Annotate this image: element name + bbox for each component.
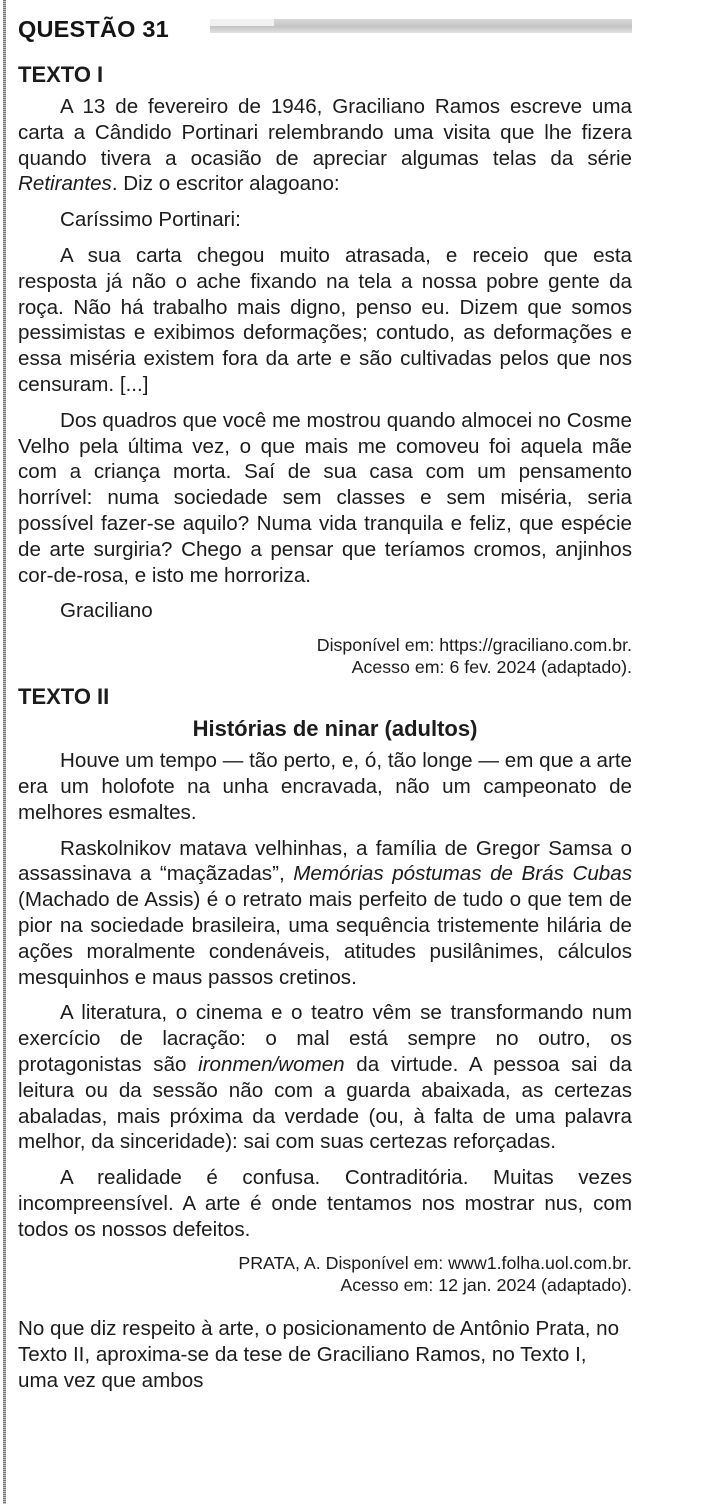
texto1-signature: Graciliano xyxy=(60,599,153,623)
texto2-label: TEXTO II xyxy=(18,684,110,710)
texto1-label: TEXTO I xyxy=(18,62,104,87)
question-content xyxy=(18,62,632,1394)
texto2-paragraph1: Houve um tempo — tão perto, e, ó, tão longe — em que a arte era um holofote na unha encravada, não um campeonato de melhores esmaltes. xyxy=(18,749,632,824)
texto2-paragraph2-italic: Memórias póstumas de Brás Cubas xyxy=(293,862,632,886)
texto1-source-line1: Disponível em: https://graciliano.com.br. xyxy=(316,635,632,656)
question-stem: No que diz respeito à arte, o posicionamento de Antônio Prata, no Texto II, aproxima-se da tese de Graciliano Ramos, no Texto I, uma vez que ambos xyxy=(18,1317,620,1393)
texto1-paragraph1: A sua carta chegou muito atrasada, e receio que esta resposta já não o ache fixando na tela a nossa pobre gente da roça. Não há trabalho mais digno, penso eu. Dizem que somos pessimistas e exibimos deformações; contudo, as deformações e essa miséria existem fora da arte e são cultivadas pelos que nos censuram. [...] xyxy=(18,243,632,396)
question-title: QUESTÃO 31 xyxy=(18,16,169,42)
texto1-salutation: Caríssimo Portinari: xyxy=(60,208,241,232)
texto2-paragraph3-italic: ironmen/women xyxy=(198,1052,345,1076)
texto1-intro-italic: Retirantes xyxy=(18,172,112,196)
texto2-paragraph2: Raskolnikov matava velhinhas, a família de Gregor Samsa o assassinava a “maçãzadas”, Memórias póstumas de Brás Cubas (Machado de Assis) é o retrato mais perfeito de tudo o que tem de pior na sociedade brasileira, uma sequência tristemente hilária de ações moralmente condenáveis, atitudes pusilânimes, cálculos mesquinhos e maus passos cretinos. xyxy=(18,836,632,989)
page-left-border xyxy=(3,0,6,1504)
texto2-paragraph3: A literatura, o cinema e o teatro vêm se transformando num exercício de lacração: o mal está sempre no outro, os protagonistas são ironmen/women da virtude. A pessoa sai da leitura ou da sessão não com a guarda abaixada, as certezas abaladas, mais próxima da verdade (ou, à falta de uma palavra melhor, da sinceridade): sai com suas certezas reforçadas. xyxy=(18,1001,632,1154)
texto1-paragraph2: Dos quadros que você me mostrou quando almocei no Cosme Velho pela última vez, o que mais me comoveu foi aquela mãe com a criança morta. Saí de sua casa com um pensamento horrível: numa sociedade sem classes e sem miséria, seria possível fazer-se aquilo? Numa vida tranquila e feliz, que espécie de arte surgiria? Chego a pensar que teríamos cromos, anjinhos cor-de-rosa, e isto me horroriza. xyxy=(18,408,632,587)
texto2-title: Histórias de ninar (adultos) xyxy=(192,716,478,742)
texto2-source-line2: Acesso em: 12 jan. 2024 (adaptado). xyxy=(340,1275,632,1296)
texto2-source-line1: PRATA, A. Disponível em: www1.folha.uol.com.br. xyxy=(238,1253,632,1274)
question-header xyxy=(18,14,632,44)
texto1-intro: A 13 de fevereiro de 1946, Graciliano Ramos escreve uma carta a Cândido Portinari relembrando uma visita que lhe fizera quando tivera a ocasião de apreciar algumas telas da série Retirantes. Diz o escritor alagoano: xyxy=(18,95,632,196)
header-bar-notch xyxy=(210,19,274,26)
texto1-source-line2: Acesso em: 6 fev. 2024 (adaptado). xyxy=(351,657,632,678)
texto2-paragraph4: A realidade é confusa. Contraditória. Muitas vezes incompreensível. A arte é onde tentamos nos mostrar nus, com todos os nossos defeitos. xyxy=(18,1166,632,1241)
